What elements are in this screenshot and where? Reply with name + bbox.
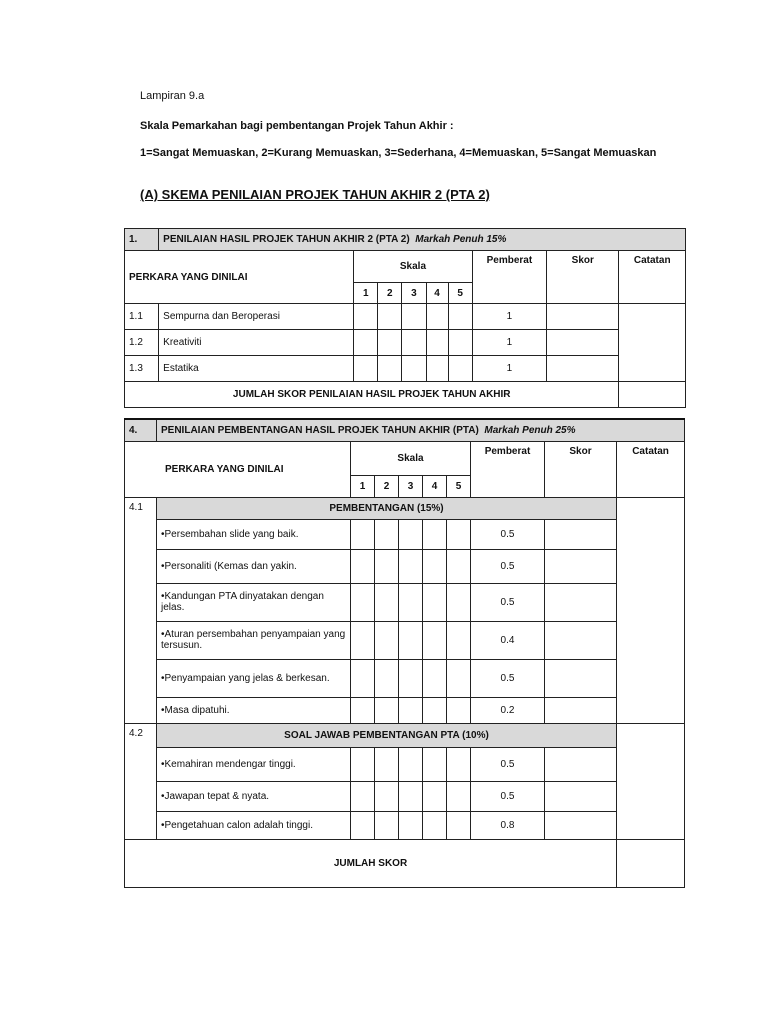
- table-row: [125, 356, 686, 382]
- table-row: [125, 747, 685, 781]
- section-4-1-number: 4.1: [125, 497, 157, 723]
- table-row: [125, 330, 686, 356]
- scale-cell[interactable]: [423, 621, 447, 659]
- table2-title: PENILAIAN PEMBENTANGAN HASIL PROJEK TAHUN AKHIR (PTA): [161, 424, 479, 436]
- catatan-cell[interactable]: [617, 497, 685, 723]
- scale-cell[interactable]: [399, 583, 423, 621]
- table2-pemberat-header: Pemberat: [471, 441, 545, 497]
- table2-total-value[interactable]: [617, 839, 685, 887]
- scale-cell[interactable]: [375, 747, 399, 781]
- row-pemberat: 0.5: [471, 659, 545, 697]
- row-number: 1.2: [125, 330, 159, 356]
- scale-cell[interactable]: [426, 356, 448, 382]
- scale-cell[interactable]: [447, 659, 471, 697]
- table2-total-label: JUMLAH SKOR: [125, 839, 617, 887]
- skor-cell[interactable]: [545, 747, 617, 781]
- scale-cell[interactable]: [423, 781, 447, 811]
- scale-cell[interactable]: [447, 747, 471, 781]
- table-row: [125, 659, 685, 697]
- section-4-2-title: SOAL JAWAB PEMBENTANGAN PTA (10%): [157, 723, 617, 747]
- table2-catatan-header: Catatan: [617, 441, 685, 497]
- row-item: • Jawapan tepat & nyata.: [157, 781, 351, 811]
- scale-cell[interactable]: [351, 549, 375, 583]
- row-item: Estatika: [159, 356, 354, 382]
- table1-number: 1.: [125, 229, 159, 251]
- row-item: • Pengetahuan calon adalah tinggi.: [157, 811, 351, 839]
- scale-cell[interactable]: [351, 583, 375, 621]
- section-4-2-number: 4.2: [125, 723, 157, 839]
- row-item: • Masa dipatuhi.: [157, 697, 351, 723]
- skor-cell[interactable]: [545, 621, 617, 659]
- scale-cell[interactable]: [375, 519, 399, 549]
- scale-cell[interactable]: [448, 304, 472, 330]
- skor-cell[interactable]: [545, 519, 617, 549]
- scale-cell[interactable]: [399, 549, 423, 583]
- row-pemberat: 0.5: [471, 519, 545, 549]
- scale-cell[interactable]: [375, 697, 399, 723]
- pta2-assessment-table: [124, 228, 686, 408]
- row-pemberat: 0.5: [471, 781, 545, 811]
- skor-cell[interactable]: [545, 549, 617, 583]
- table1-title-cell: [159, 229, 686, 251]
- table1-scale-5: 5: [448, 283, 472, 304]
- table2-scale-3: 3: [399, 475, 423, 497]
- scale-cell[interactable]: [447, 519, 471, 549]
- scale-cell[interactable]: [402, 304, 426, 330]
- table1-scale-2: 2: [378, 283, 402, 304]
- scale-cell[interactable]: [351, 697, 375, 723]
- table1-title: PENILAIAN HASIL PROJEK TAHUN AKHIR 2 (PTA 2): [163, 234, 410, 245]
- table1-scale-1: 1: [354, 283, 378, 304]
- row-pemberat: 0.2: [471, 697, 545, 723]
- scale-cell[interactable]: [351, 659, 375, 697]
- scale-cell[interactable]: [375, 549, 399, 583]
- scale-cell[interactable]: [375, 781, 399, 811]
- scale-cell[interactable]: [423, 747, 447, 781]
- scale-cell[interactable]: [375, 583, 399, 621]
- table1-total-label: JUMLAH SKOR PENILAIAN HASIL PROJEK TAHUN AKHIR: [125, 382, 619, 408]
- scale-cell[interactable]: [402, 356, 426, 382]
- catatan-cell[interactable]: [619, 304, 686, 382]
- scale-cell[interactable]: [399, 697, 423, 723]
- scale-cell[interactable]: [354, 356, 378, 382]
- scale-cell[interactable]: [378, 330, 402, 356]
- row-pemberat: 0.5: [471, 549, 545, 583]
- row-item: • Persembahan slide yang baik.: [157, 519, 351, 549]
- scale-cell[interactable]: [399, 811, 423, 839]
- scale-cell[interactable]: [447, 697, 471, 723]
- table1-catatan-header: Catatan: [619, 251, 686, 304]
- scale-cell[interactable]: [447, 781, 471, 811]
- row-item: • Kemahiran mendengar tinggi.: [157, 747, 351, 781]
- table2-number: 4.: [125, 419, 157, 441]
- scale-cell[interactable]: [354, 330, 378, 356]
- skor-cell[interactable]: [547, 304, 619, 330]
- table1-scale-4: 4: [426, 283, 448, 304]
- table2-skala-header: Skala: [351, 441, 471, 475]
- skala-legend: 1=Sangat Memuaskan, 2=Kurang Memuaskan, 3=Sederhana, 4=Memuaskan, 5=Sangat Memuaskan: [140, 147, 657, 159]
- presentation-assessment-table: [124, 418, 685, 888]
- table2-skor-header: Skor: [545, 441, 617, 497]
- scale-cell[interactable]: [423, 549, 447, 583]
- scale-cell[interactable]: [375, 659, 399, 697]
- row-pemberat: 0.8: [471, 811, 545, 839]
- scale-cell[interactable]: [378, 356, 402, 382]
- table-row: [125, 583, 685, 621]
- scale-cell[interactable]: [351, 519, 375, 549]
- table2-scale-5: 5: [447, 475, 471, 497]
- table-row: [125, 519, 685, 549]
- scale-cell[interactable]: [378, 304, 402, 330]
- row-number: 1.3: [125, 356, 159, 382]
- table1-markah: Markah Penuh 15%: [415, 234, 507, 245]
- scale-cell[interactable]: [399, 781, 423, 811]
- row-item: • Penyampaian yang jelas & berkesan.: [157, 659, 351, 697]
- scale-cell[interactable]: [351, 747, 375, 781]
- table2-scale-4: 4: [423, 475, 447, 497]
- row-pemberat: 1: [472, 330, 546, 356]
- scale-cell[interactable]: [399, 519, 423, 549]
- table-row: [125, 549, 685, 583]
- row-item: • Kandungan PTA dinyatakan dengan jelas.: [157, 583, 351, 621]
- table1-total-value[interactable]: [619, 382, 686, 408]
- scale-cell[interactable]: [399, 621, 423, 659]
- table-row: [125, 781, 685, 811]
- skor-cell[interactable]: [545, 583, 617, 621]
- scale-cell[interactable]: [447, 811, 471, 839]
- table2-title-cell: [157, 419, 685, 441]
- scale-cell[interactable]: [351, 621, 375, 659]
- row-item: Sempurna dan Beroperasi: [159, 304, 354, 330]
- section-title: (A) SKEMA PENILAIAN PROJEK TAHUN AKHIR 2 (PTA 2): [140, 187, 490, 202]
- section-4-1-title: PEMBENTANGAN (15%): [157, 497, 617, 519]
- table1-skala-header: Skala: [354, 251, 473, 283]
- scale-cell[interactable]: [423, 811, 447, 839]
- skala-title: Skala Pemarkahan bagi pembentangan Projek Tahun Akhir :: [140, 120, 454, 132]
- row-pemberat: 1: [472, 356, 546, 382]
- scale-cell[interactable]: [399, 659, 423, 697]
- table2-perkara-header: PERKARA YANG DINILAI: [125, 441, 351, 497]
- scale-cell[interactable]: [375, 621, 399, 659]
- table-row: [125, 621, 685, 659]
- row-pemberat: 0.5: [471, 747, 545, 781]
- scale-cell[interactable]: [447, 583, 471, 621]
- skor-cell[interactable]: [545, 781, 617, 811]
- scale-cell[interactable]: [423, 583, 447, 621]
- scale-cell[interactable]: [447, 549, 471, 583]
- row-pemberat: 1: [472, 304, 546, 330]
- table1-perkara-header: PERKARA YANG DINILAI: [125, 251, 354, 304]
- scale-cell[interactable]: [399, 747, 423, 781]
- row-item: • Personaliti (Kemas dan yakin.: [157, 549, 351, 583]
- table1-scale-3: 3: [402, 283, 426, 304]
- skor-cell[interactable]: [547, 330, 619, 356]
- scale-cell[interactable]: [375, 811, 399, 839]
- scale-cell[interactable]: [448, 330, 472, 356]
- scale-cell[interactable]: [426, 330, 448, 356]
- row-number: 1.1: [125, 304, 159, 330]
- row-pemberat: 0.4: [471, 621, 545, 659]
- skor-cell[interactable]: [545, 697, 617, 723]
- scale-cell[interactable]: [351, 781, 375, 811]
- table2-scale-2: 2: [375, 475, 399, 497]
- table-row: [125, 304, 686, 330]
- scale-cell[interactable]: [423, 519, 447, 549]
- skor-cell[interactable]: [547, 356, 619, 382]
- table2-scale-1: 1: [351, 475, 375, 497]
- table-row: [125, 811, 685, 839]
- lampiran-label: Lampiran 9.a: [140, 90, 205, 102]
- catatan-cell[interactable]: [617, 723, 685, 839]
- skor-cell[interactable]: [545, 659, 617, 697]
- table2-markah: Markah Penuh 25%: [484, 424, 576, 436]
- scale-cell[interactable]: [448, 356, 472, 382]
- scale-cell[interactable]: [426, 304, 448, 330]
- scale-cell[interactable]: [423, 697, 447, 723]
- scale-cell[interactable]: [423, 659, 447, 697]
- row-item: • Aturan persembahan penyampaian yang tersusun.: [157, 621, 351, 659]
- table1-pemberat-header: Pemberat: [472, 251, 546, 304]
- scale-cell[interactable]: [351, 811, 375, 839]
- scale-cell[interactable]: [402, 330, 426, 356]
- table-row: [125, 697, 685, 723]
- row-item: Kreativiti: [159, 330, 354, 356]
- row-pemberat: 0.5: [471, 583, 545, 621]
- table1-skor-header: Skor: [547, 251, 619, 304]
- scale-cell[interactable]: [354, 304, 378, 330]
- scale-cell[interactable]: [447, 621, 471, 659]
- skor-cell[interactable]: [545, 811, 617, 839]
